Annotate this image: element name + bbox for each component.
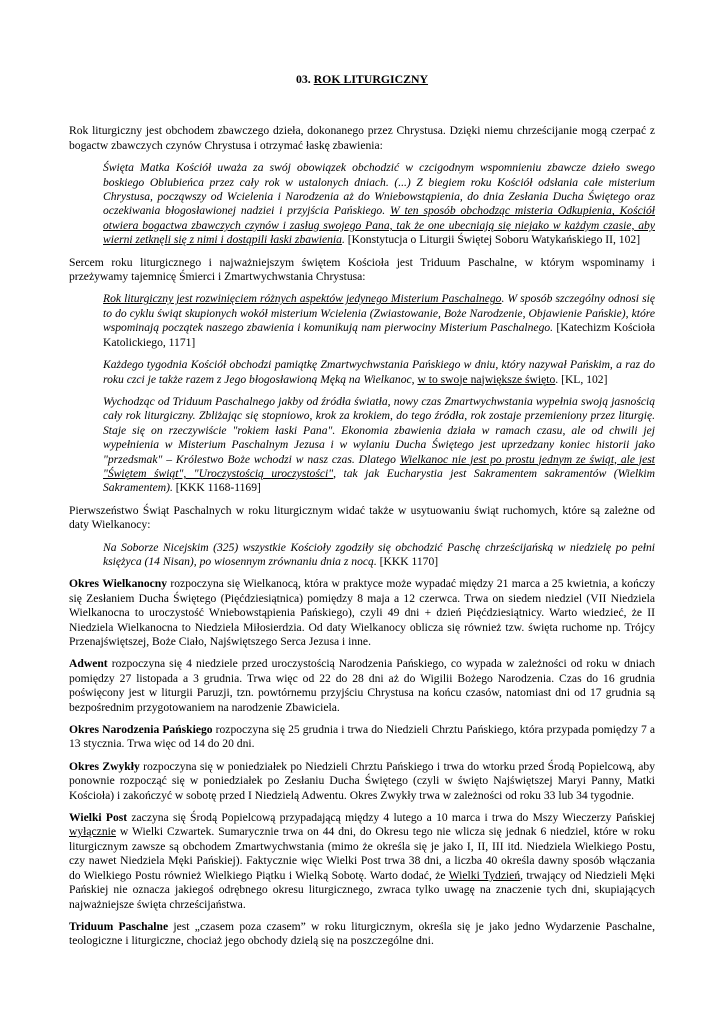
term-description: rozpoczyna się Wielkanocą, która w praktyce może wypadać między 21 marca a 25 kwietnia, a kończy się Zesłaniem Ducha Świętego (Pięćdziesiątnica) pomiędzy 8 maja a 12 czerwca. Trwa on siedem niedziel (VII Niedziela Wielkanocna to uroczystość Wniebowstąpienia Pańskiego), czyli 49 dni + dzień Pięćdziesiątnicy. Warto wiedzieć, że II Niedziela Wielkanocna to Niedziela Miłosierdzia. Od daty Wielkanocy oblicza się również tzw. święta ruchome np. Trójcy Przenajświętszej, Boże Ciało, Najświętszego Serca Jezusa i inne. xyxy=(69,577,655,648)
triduum-paragraph xyxy=(69,920,655,949)
quote-text: Wychodząc od Triduum Paschalnego jakby od źródła światła, nowy czas Zmartwychwstania wypełnia swoją jasnością cały rok liturgiczny. Zbliżając się stopniowo, krok za krokiem, do tego źródła, rok zostaje przemieniony przez liturgię. Staje się on rzeczywiście "rokiem łaski Pana". Ekonomia zbawienia działa w ramach czasu, ale od chwili jej wypełnienia w Misterium Paschalnym Jezusa i w wylaniu Ducha Świętego jest uprzedzany koniec historii jako "przedsmak" – Królestwo Boże wchodzi w nasz czas. Dlatego xyxy=(103,394,655,466)
quote-underlined: w to swoje największe święto xyxy=(417,372,556,386)
lent-paragraph xyxy=(69,811,655,912)
quote-text-continued: , tak jak Eucharystia jest Sakramentem sakramentów (Wielkim Sakramentem). xyxy=(103,466,656,495)
term-description: jest „czasem poza czasem” w roku liturgicznym, określa się je jako jedno Wydarzenie Paschalne, teologiczne i liturgiczne, chociaż jego obchody dzielą się na poszczególne dni. xyxy=(69,919,655,948)
term-description-end: , trwający od Niedzieli Męki Pańskiej nie oznacza jakiegoś odrębnego okresu liturgicznego, zwraca tylko uwagę na znaczenie tych dni, skupiających najważniejsze święta chrześcijaństwa. xyxy=(69,868,656,911)
triduum-intro-text: Sercem roku liturgicznego i najważniejszym świętem Kościoła jest Triduum Paschalne, w którym wspominamy i przeżywamy tajemnicę Śmierci i Zmartwychwstania Chrystusa: xyxy=(69,255,655,284)
triduum-intro-paragraph xyxy=(69,256,655,285)
quote-reference: [KL, 102] xyxy=(561,372,608,386)
quote-reference: [KKK 1170] xyxy=(379,554,439,568)
quote-kkk-1168 xyxy=(103,395,655,496)
term-heading: Okres Narodzenia Pańskiego xyxy=(69,723,213,737)
quote-reference: [Konstytucja o Liturgii Świętej Soboru Watykańskiego II, 102] xyxy=(347,233,641,247)
term-description: zaczyna się Środą Popielcową przypadającą między 4 lutego a 10 marca i trwa do Mszy Wieczerzy Pańskiej xyxy=(127,811,655,825)
document-page xyxy=(69,72,655,957)
quote-underlined: Rok liturgiczny jest rozwinięciem różnych aspektów jedynego Misterium Paschalnego xyxy=(103,292,502,306)
advent-paragraph xyxy=(69,657,655,715)
quote-underlined: W ten sposób obchodząc misteria Odkupienia, Kościół otwiera bogactwa zbawczych czynów i zasług swojego Pana, tak że one ubecniają się niejako w każdym czasie, aby wierni zetknęli się z nimi i dostąpili łaski zbawienia xyxy=(103,204,655,247)
ordinary-time-paragraph xyxy=(69,760,655,803)
movable-feasts-paragraph xyxy=(69,504,655,533)
quote-kkk-1170 xyxy=(103,541,655,570)
quote-underlined: Wielkanoc nie jest po prostu jednym ze świąt, ale jest "Świętem świąt", "Uroczystością uroczystości" xyxy=(103,452,655,480)
title-text: ROK LITURGICZNY xyxy=(313,72,429,86)
christmas-season-paragraph xyxy=(69,723,655,752)
easter-season-paragraph xyxy=(69,577,655,649)
quote-text: Każdego tygodnia Kościół obchodzi pamiątkę Zmartwychwstania Pańskiego w dniu, który nazywał Pańskim, a raz do roku czci je także razem z Jego błogosławioną Męką na Wielkanoc, xyxy=(103,358,655,386)
quote-text: Święta Matka Kościół uważa za swój obowiązek obchodzić w czcigodnym wspomnieniu zbawcze dzieło swego boskiego Oblubieńca przez cały rok w ustalonych dniach. (...) Z biegiem roku Kościół odsłania całe misterium Chrystusa, począwszy od Wcielenia i Narodzenia aż do Wniebowstąpienia, do dnia Zesłania Ducha Świętego oraz oczekiwania błogosławionej nadziei i przyjścia Pańskiego. xyxy=(103,161,655,218)
underlined-phrase: Wielki Tydzień xyxy=(448,868,521,882)
term-description: rozpoczyna się w poniedziałek po Niedzieli Chrztu Pańskiego i trwa do wtorku przed Środą Popielcową, aby ponownie rozpocząć się w poniedziałek po Zesłaniu Ducha Świętego (czyli w święto Najświętszej Maryi Panny, Matki Kościoła) i zakończyć w sobotę przed I Niedzielą Adwentu. Okres Zwykły trwa w zależności od roku 33 lub 34 tygodnie. xyxy=(69,759,656,802)
term-description: rozpoczyna się 25 grudnia i trwa do Niedzieli Chrztu Pańskiego, która przypada pomiędzy 7 a 13 stycznia. Trwa więc od 14 do 20 dni. xyxy=(69,723,655,751)
term-heading: Wielki Post xyxy=(69,811,128,825)
quote-constitution xyxy=(103,161,655,247)
quote-text: . W sposób szczególny odnosi się to do cyklu świąt skupionych wokół misterium Wcielenia (Zwiastowanie, Boże Narodzenie, Objawienie Pańskie), które wspominają początek naszego zbawienia i komunikują nam pierwociny Misterium Paschalnego. xyxy=(103,292,655,335)
quote-end: . xyxy=(341,233,348,247)
page-title xyxy=(69,72,655,86)
term-description-continued: w Wielki Czwartek. Sumarycznie trwa on 44 dni, do Okresu tego nie wlicza się jednak 6 niedziel, które w roku liturgicznym zawsze są obchodem Zmartwychwstania (mimo że określa się je jako I, II, III itd. Niedziela Wielkiego Postu, czy nawet Niedziela Męki Pańskiej). Faktycznie więc Wielki Post trwa 38 dni, a liczba 40 określa dawny sposób włączania do Wielkiego Postu również Wielkiego Piątku i Wielką Sobotę. Warto dodać, że xyxy=(69,825,655,882)
term-heading: Triduum Paschalne xyxy=(69,919,169,933)
quote-reference: [KKK 1168-1169] xyxy=(175,481,261,495)
title-number: 03. xyxy=(295,72,311,86)
term-description: rozpoczyna się 4 niedziele przed uroczystością Narodzenia Pańskiego, co wypada w zależności od roku w dniach pomiędzy 27 listopada a 3 grudnia. Trwa więc od 22 do 28 dni aż do Wigilii Bożego Narodzenia. Czas do 16 grudnia poświęcony jest w liturgii Paruzji, tzn. powtórnemu przyjściu Chrystusa na końcu czasów, natomiast dni od 17 grudnia są bezpośrednim przygotowaniem na narodzenie Zbawiciela. xyxy=(69,657,655,714)
underlined-word: wyłącznie xyxy=(69,825,116,839)
intro-paragraph xyxy=(69,124,655,153)
quote-kl-102 xyxy=(103,358,655,387)
quote-end: . xyxy=(555,372,562,386)
intro-text: Rok liturgiczny jest obchodem zbawczego dzieła, dokonanego przez Chrystusa. Dzięki niemu chrześcijanie mogą czerpać z bogactw zbawczych czynów Chrystusa i otrzymać łaskę zbawienia: xyxy=(69,124,655,152)
quote-text: Na Soborze Nicejskim (325) wszystkie Kościoły zgodziły się obchodzić Paschę chrześcijańską w niedzielę po pełni księżyca (14 Nisan), po wiosennym zrównaniu dnia z nocą. xyxy=(103,540,655,568)
quote-reference: [Katechizm Kościoła Katolickiego, 1171] xyxy=(103,321,655,349)
term-heading: Okres Wielkanocny xyxy=(69,577,168,591)
quote-catechism-1171 xyxy=(103,292,655,350)
movable-feasts-text: Pierwszeństwo Świąt Paschalnych w roku liturgicznym widać także w usytuowaniu świąt ruchomych, które są zależne od daty Wielkanocy: xyxy=(69,503,655,532)
term-heading: Adwent xyxy=(69,657,108,671)
term-heading: Okres Zwykły xyxy=(69,759,140,773)
